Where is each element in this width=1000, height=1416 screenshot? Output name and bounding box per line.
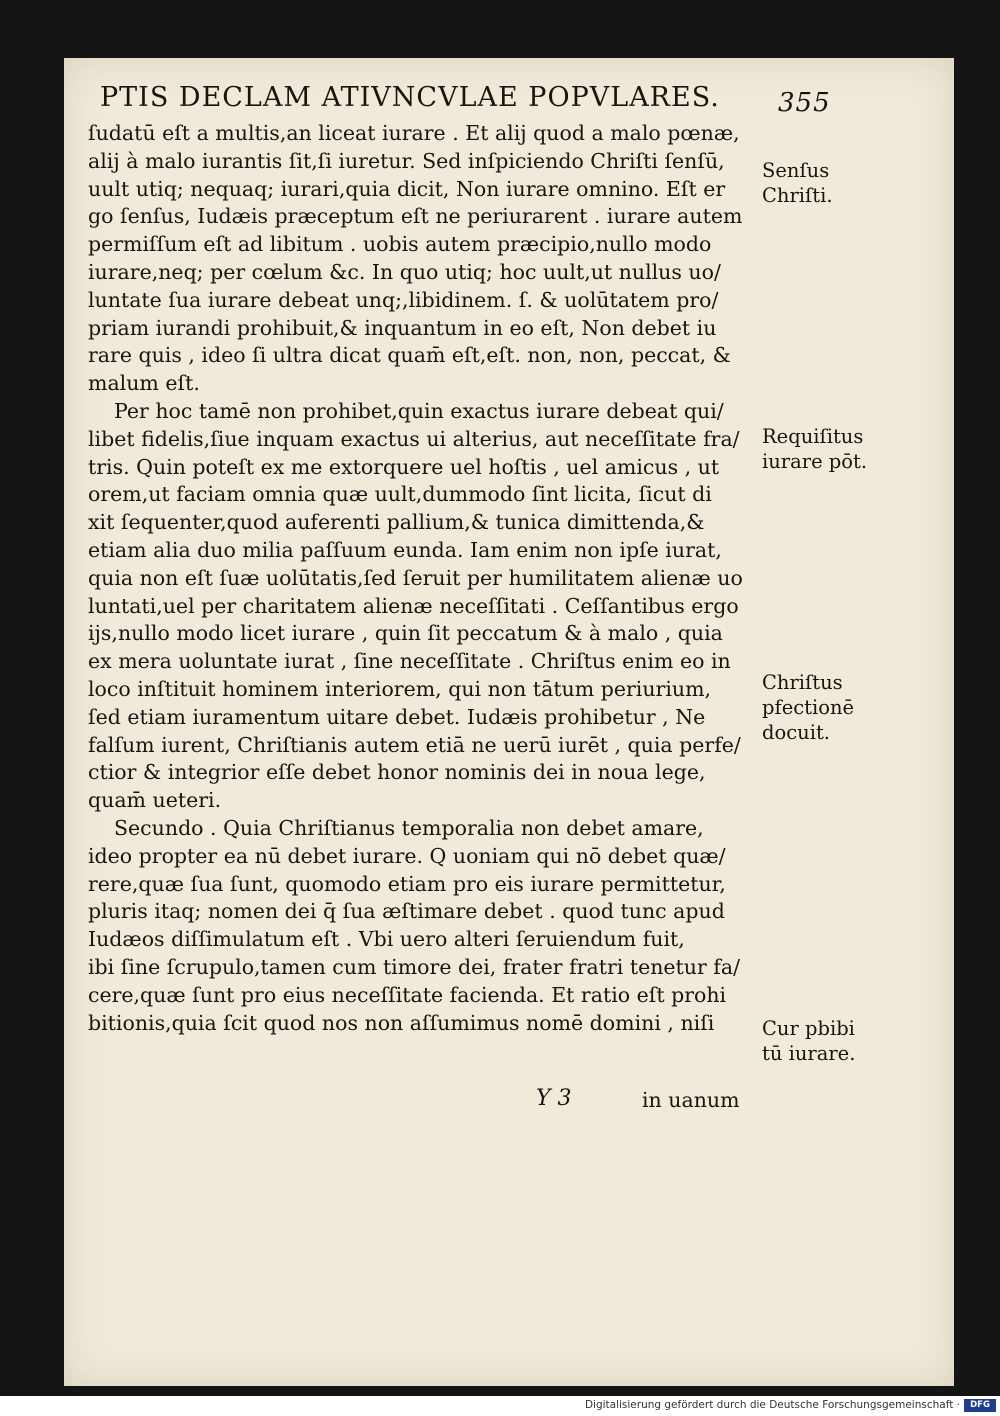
- text-line: ibi ſine ſcrupulo,tamen cum timore dei, frater fratri tenetur fa/: [88, 954, 741, 979]
- text-line: ijs,nullo modo licet iurare , quin ſit peccatum & à malo , quia: [88, 621, 723, 646]
- text-line: ſudatū eſt a multis,an liceat iurare . Et alij quod a malo pœnæ,: [88, 121, 740, 145]
- text-line: Secundo . Quia Chriſtianus temporalia non debet amare,: [114, 815, 704, 840]
- text-line: rere,quæ ſua ſunt, quomodo etiam pro eis iurare permittetur,: [88, 871, 726, 896]
- text-line: etiam alia duo milia paſſuum eunda. Iam enim non ipſe iurat,: [88, 537, 722, 562]
- text-line: iurare,neq; per cœlum &c. In quo utiq; hoc uult,ut nullus uo/: [88, 259, 721, 284]
- text-line: bitionis,quia ſcit quod nos non aſſumimus nomē domini , niſi: [88, 1010, 715, 1035]
- text-line: libet fidelis,ſiue inquam exactus ui alterius, aut neceſſitate fra/: [88, 426, 740, 451]
- text-line: priam iurandi prohibuit,& inquantum in eo eſt, Non debet iu: [88, 315, 717, 340]
- text-line: xit ſequenter,quod auferenti pallium,& tunica dimittenda,&: [88, 510, 705, 535]
- margin-note: [762, 424, 882, 474]
- text-line: loco inſtituit hominem interiorem, qui non tātum periurium,: [88, 676, 712, 701]
- text-line: cere,quæ ſunt pro eius neceſſitate facienda. Et ratio eſt prohi: [88, 982, 727, 1007]
- text-line: malum eſt.: [88, 371, 200, 396]
- text-line: Per hoc tamē non prohibet,quin exactus iurare debeat qui/: [114, 398, 724, 423]
- text-line: rare quis , ideo ſi ultra dicat quam̄ eſt,eſt. non, non, peccat, &: [88, 343, 731, 368]
- text-line: orem,ut faciam omnia quæ uult,dummodo ſint licita, ſicut di: [88, 482, 712, 507]
- margin-note-line: docuit.: [762, 721, 830, 744]
- text-line: falſum iurent, Chriſtianis autem etiā ne uerū iurēt , quia perfe/: [88, 732, 741, 757]
- text-line: pluris itaq; nomen dei q̄ ſua æſtimare debet . quod tunc apud: [88, 899, 725, 924]
- text-line: Iudæos diſſimulatum eſt . Vbi uero alteri ſeruiendum fuit,: [88, 927, 685, 952]
- margin-note: [762, 670, 882, 745]
- margin-note-line: iurare pōt.: [762, 450, 868, 473]
- margin-note-line: Senſus: [762, 159, 830, 182]
- text-line: go ſenſus, Iudæis præceptum eſt ne periurarent . iurare autem: [88, 204, 743, 229]
- margin-note-line: tū iurare.: [762, 1042, 856, 1065]
- margin-note-line: Requiſitus: [762, 425, 864, 448]
- margin-note-line: Chriſti.: [762, 184, 833, 207]
- margin-note: [762, 1016, 882, 1066]
- footer-credit: Digitalisierung gefördert durch die Deutsche Forschungsgemeinschaft ·: [584, 1399, 960, 1411]
- running-title: PTIS DECLAM ATIVNCVLAE POPVLARES.: [100, 82, 720, 113]
- signature-mark: Y 3: [536, 1086, 572, 1111]
- text-line: quia non eſt ſuæ uolūtatis,ſed ſeruit per humilitatem alienæ uo: [88, 565, 743, 590]
- main-text-block: [88, 120, 768, 1037]
- text-line: uult utiq; nequaq; iurari,quia dicit, Non iurare omnino. Eſt er: [88, 176, 726, 201]
- text-line: ſed etiam iuramentum uitare debet. Iudæis prohibetur , Ne: [88, 704, 706, 729]
- folio-number: 355: [778, 88, 831, 118]
- text-line: ex mera uoluntate iurat , ſine neceſſitate . Chriſtus enim eo in: [88, 649, 731, 674]
- footer-bar: [0, 1396, 1000, 1416]
- text-line: permiſſum eſt ad libitum . uobis autem præcipio,nullo modo: [88, 232, 712, 257]
- text-line: ctior & integrior eſſe debet honor nominis dei in noua lege,: [88, 760, 706, 785]
- text-line: ideo propter ea nū debet iurare. Q uoniam qui nō debet quæ/: [88, 843, 726, 868]
- text-line: alij à malo iurantis ſit,ſi iuretur. Sed inſpiciendo Chriſti ſenſū,: [88, 148, 725, 173]
- text-line: luntate ſua iurare debeat unq;,libidinem. ſ. & uolūtatem pro/: [88, 287, 719, 312]
- dfg-logo: DFG: [964, 1399, 996, 1412]
- margin-note: [762, 158, 882, 208]
- text-line: tris. Quin poteſt ex me extorquere uel hoſtis , uel amicus , ut: [88, 454, 720, 479]
- margin-note-line: Cur pbibi: [762, 1017, 855, 1040]
- text-line: luntati,uel per charitatem alienæ neceſſitati . Ceſſantibus ergo: [88, 593, 739, 618]
- text-line: quam̄ ueteri.: [88, 788, 222, 813]
- margin-note-line: pfectionē: [762, 696, 855, 719]
- margin-note-line: Chriſtus: [762, 671, 843, 694]
- catchword: in uanum: [642, 1088, 740, 1112]
